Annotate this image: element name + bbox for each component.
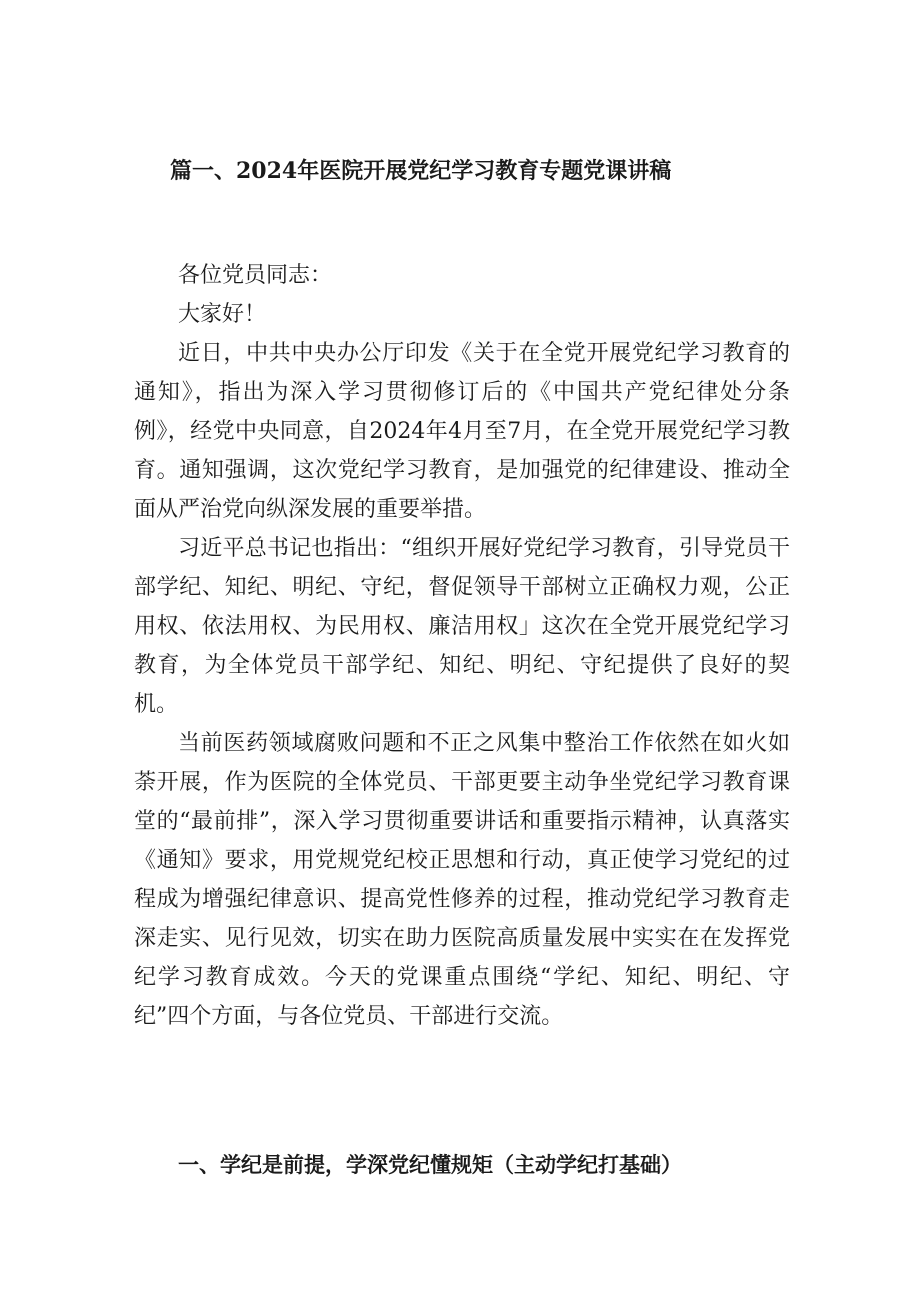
paragraph-quote: 习近平总书记也指出：“组织开展好党纪学习教育，引导党员干部学纪、知纪、明纪、守纪，督促领导干部树立正确权力观，公正用权、依法用权、为民用权、廉洁用权」这次在全党开展党纪学习教育，为全体党员干部学纪、知纪、明纪、守纪提供了良好的契机。 (134, 536, 790, 717)
greeting: 大家好！ (178, 302, 267, 327)
document-title: 篇一、2024年医院开展党纪学习教育专题党课讲稿 (170, 158, 672, 184)
salutation: 各位党员同志： (178, 263, 333, 288)
section-heading-1: 一、学纪是前提，学深党纪懂规矩（主动学纪打基础） (178, 1153, 682, 1177)
paragraph-context: 当前医药领域腐败问题和不正之风集中整治工作依然在如火如荼开展，作为医院的全体党员、干部更要主动争坐党纪学习教育课堂的“最前排”，深入学习贯彻重要讲话和重要指示精神，认真落实《通知》要求，用党规党纪校正思想和行动，真正使学习党纪的过程成为增强纪律意识、提高党性修养的过程，推动党纪学习教育走深走实、见行见效，切实在助力医院高质量发展中实实在在发挥党纪学习教育成效。今天的党课重点围绕“学纪、知纪、明纪、守纪”四个方面，与各位党员、干部进行交流。 (134, 731, 790, 1029)
document-body (134, 256, 790, 1036)
paragraph-notice: 近日，中共中央办公厅印发《关于在全党开展党纪学习教育的通知》，指出为深入学习贯彻修订后的《中国共产党纪律处分条例》，经党中央同意，自2024年4月至7月，在全党开展党纪学习教育。通知强调，这次党纪学习教育，是加强党的纪律建设、推动全面从严治党向纵深发展的重要举措。 (134, 341, 790, 522)
